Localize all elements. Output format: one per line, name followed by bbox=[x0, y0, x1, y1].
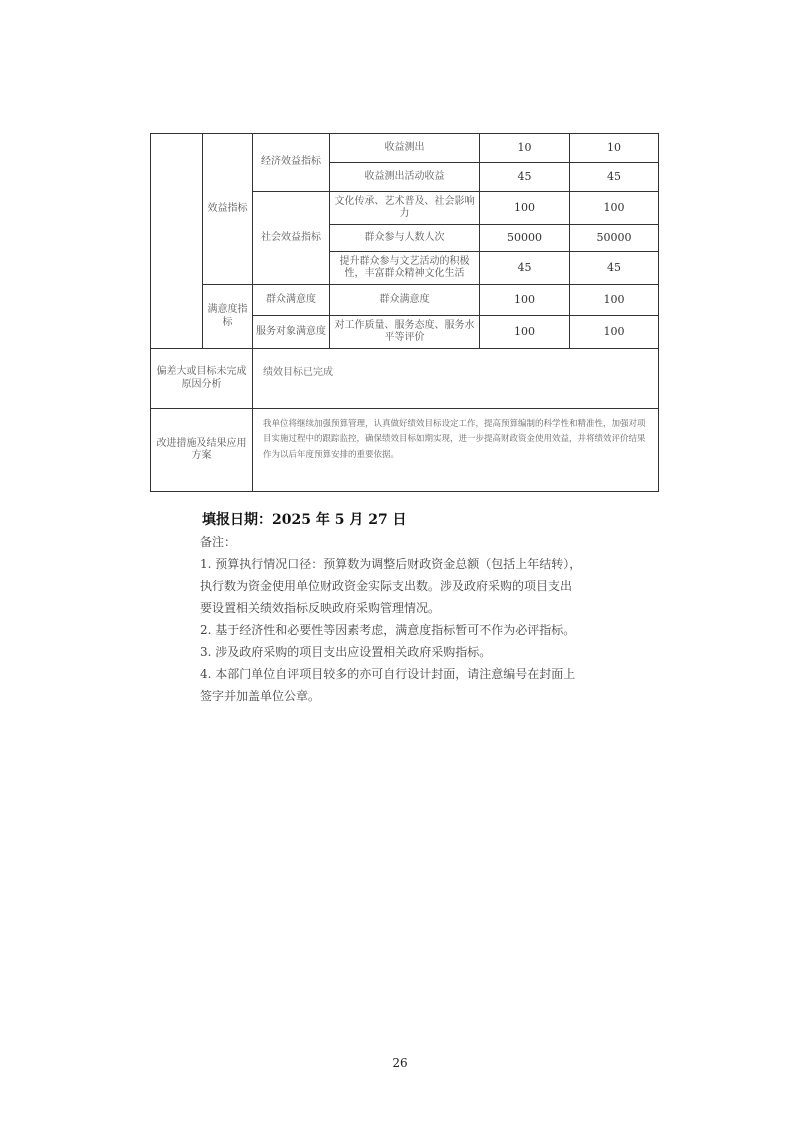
sat-row1-target: 100 bbox=[480, 285, 570, 316]
social-row3-target: 45 bbox=[480, 252, 570, 285]
economic-benefit-label: 经济效益指标 bbox=[253, 134, 330, 192]
note-line: 执行数为资金使用单位财政资金实际支出数。涉及政府采购的项目支出 bbox=[200, 579, 573, 593]
econ-row1-actual: 10 bbox=[570, 134, 659, 163]
sat-row2-actual: 100 bbox=[570, 316, 659, 349]
econ-row2-name: 收益测出活动收益 bbox=[330, 163, 480, 192]
performance-table bbox=[150, 133, 659, 492]
notes-section bbox=[200, 531, 650, 707]
effect-indicator-label: 效益指标 bbox=[203, 134, 253, 285]
social-row2-actual: 50000 bbox=[570, 225, 659, 252]
note-line: 1. 预算执行情况口径：预算数为调整后财政资金总额（包括上年结转）， bbox=[200, 557, 582, 571]
social-row1-name: 文化传承、艺术普及、社会影响力 bbox=[330, 192, 480, 225]
note-line: 签字并加盖单位公章。 bbox=[200, 689, 321, 703]
econ-row2-actual: 45 bbox=[570, 163, 659, 192]
fill-date: 填报日期：2025 年 5 月 27 日 bbox=[202, 512, 407, 528]
satisfaction-indicator-label: 满意度指标 bbox=[203, 285, 253, 349]
satisfaction-sub2-label: 服务对象满意度 bbox=[253, 316, 330, 349]
improvement-text: 我单位将继续加强预算管理，认真做好绩效目标设定工作，提高预算编制的科学性和精准性，加强对项目实施过程中的跟踪监控，确保绩效目标如期实现，进一步提高财政资金使用效益，并将绩效评价结果作为以后年度预算安排的重要依据。 bbox=[253, 409, 659, 492]
econ-row1-name: 收益测出 bbox=[330, 134, 480, 163]
social-row2-name: 群众参与人数人次 bbox=[330, 225, 480, 252]
social-row1-actual: 100 bbox=[570, 192, 659, 225]
sat-row2-target: 100 bbox=[480, 316, 570, 349]
econ-row2-target: 45 bbox=[480, 163, 570, 192]
sat-row2-name: 对工作质量、服务态度、服务水平等评价 bbox=[330, 316, 480, 349]
note-line: 4. 本部门单位自评项目较多的亦可自行设计封面，请注意编号在封面上 bbox=[200, 667, 576, 681]
note-line: 备注： bbox=[200, 535, 237, 549]
deviation-text: 绩效目标已完成 bbox=[253, 349, 659, 409]
note-line: 要设置相关绩效指标反映政府采购管理情况。 bbox=[200, 601, 441, 615]
sat-row1-actual: 100 bbox=[570, 285, 659, 316]
page-number: 26 bbox=[392, 1056, 408, 1070]
satisfaction-sub1-label: 群众满意度 bbox=[253, 285, 330, 316]
sat-row1-name: 群众满意度 bbox=[330, 285, 480, 316]
social-benefit-label: 社会效益指标 bbox=[253, 192, 330, 285]
econ-row1-target: 10 bbox=[480, 134, 570, 163]
improvement-label: 改进措施及结果应用方案 bbox=[151, 409, 253, 492]
social-row2-target: 50000 bbox=[480, 225, 570, 252]
first-level-indicator-cell bbox=[151, 134, 203, 349]
social-row3-actual: 45 bbox=[570, 252, 659, 285]
note-line: 2. 基于经济性和必要性等因素考虑，满意度指标暂可不作为必评指标。 bbox=[200, 623, 576, 637]
deviation-label: 偏差大或目标未完成原因分析 bbox=[151, 349, 253, 409]
note-line: 3. 涉及政府采购的项目支出应设置相关政府采购指标。 bbox=[200, 645, 492, 659]
social-row3-name: 提升群众参与文艺活动的积极性，丰富群众精神文化生活 bbox=[330, 252, 480, 285]
social-row1-target: 100 bbox=[480, 192, 570, 225]
